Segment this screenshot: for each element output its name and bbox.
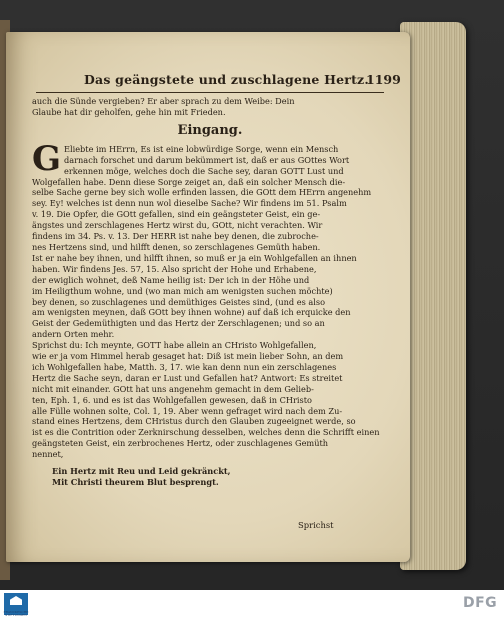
running-head: Das geängstete und zuschlagene Hertz. bbox=[84, 72, 369, 87]
text-line: haben. Wir findens Jes. 57, 15. Also spricht der Hohe und Erhabene, bbox=[32, 263, 317, 274]
text-line: ängstes und zerschlagenes Hertz wirst du, GOtt, nicht verachten. Wir bbox=[32, 220, 323, 231]
text-line: stand eines Hertzens, dem CHristus durch den Glauben zugeeignet werde, so bbox=[32, 416, 356, 427]
text-line: Glaube hat dir geholfen, gehe hin mit Frieden. bbox=[32, 106, 226, 117]
catchword: Sprichst bbox=[298, 520, 334, 530]
verse-line: Ein Hertz mit Reu und Leid gekränckt, bbox=[52, 466, 231, 477]
page-number: 1199 bbox=[366, 72, 401, 87]
text-line: Eliebte im HErrn, Es ist eine lobwürdige Sorge, wenn ein Mensch bbox=[64, 143, 339, 154]
book-page bbox=[6, 32, 410, 562]
text-line: Wolgefallen habe. Denn diese Sorge zeiget an, daß ein solcher Mensch die- bbox=[32, 176, 346, 187]
text-line: der ewiglich wohnet, deß Name heilig ist: Der ich in der Höhe und bbox=[32, 274, 310, 285]
text-line: sey. Ey! welches ist denn nun wol dieselbe Sache? Wir findens im 51. Psalm bbox=[32, 198, 347, 209]
text-line: v. 19. Die Opfer, die GOtt gefallen, sind ein geängsteter Geist, ein ge- bbox=[32, 209, 321, 220]
text-line: nicht mit einander. GOtt hat uns angenehm gemacht in dem Gelieb- bbox=[32, 383, 314, 394]
text-line: im Heiligthum wohne, und (wo man mich am wenigsten suchen möchte) bbox=[32, 285, 333, 296]
text-line: Hertz die Sache seyn, daran er Lust und Gefallen hat? Antwort: Es streitet bbox=[32, 372, 343, 383]
text-line: wie er ja vom Himmel herab gesaget hat: Diß ist mein lieber Sohn, an dem bbox=[32, 351, 344, 362]
viewer-footer bbox=[0, 590, 504, 617]
text-line: alle Fülle wohnen solte, Col. 1, 19. Aber wenn gefraget wird nach dem Zu- bbox=[32, 405, 343, 416]
text-line: am wenigsten meynen, daß GOtt bey ihnen wohne) auf daß ich erquicke den bbox=[32, 307, 351, 318]
text-line: Geist der Gedemüthigten und das Hertz der Zerschlagenen; und so an bbox=[32, 318, 325, 329]
text-line: Ist er nahe bey ihnen, und hilfft ihnen, so muß er ja ein Wohlgefallen an ihnen bbox=[32, 252, 357, 263]
page-text bbox=[32, 96, 388, 488]
text-line: ten, Eph. 1, 6. und es ist das Wohlgefallen gewesen, daß in CHristo bbox=[32, 394, 312, 405]
decorated-initial: G bbox=[32, 138, 62, 179]
header-rule bbox=[36, 92, 384, 93]
text-line: nes Hertzens sind, und hilfft denen, so zerschlagenes Gemüth haben. bbox=[32, 241, 321, 252]
text-line: erkennen möge, welches doch die Sache sey, daran GOTT Lust und bbox=[64, 165, 344, 176]
opening-paragraph bbox=[32, 138, 388, 179]
text-line: findens im 34. Ps. v. 13. Der HERR ist nahe bey denen, die zubroche- bbox=[32, 231, 319, 242]
text-line: auch die Sünde vergieben? Er aber sprach zu dem Weibe: Dein bbox=[32, 96, 295, 106]
dfg-logo[interactable]: DFG bbox=[463, 595, 498, 611]
text-line: ich Wohlgefallen habe, Matth. 3, 17. wie kan denn nun ein zerschlagenes bbox=[32, 361, 337, 372]
text-line: geängsteten Geist, ein zerbrochenes Hertz, oder zuschlagenes Gemüth bbox=[32, 438, 329, 449]
text-line: bey denen, so zuschlagenes und demüthiges Geistes sind, (und es also bbox=[32, 296, 326, 307]
text-line: Sprichst du: Ich meynte, GOTT habe allein an CHristo Wohlgefallen, bbox=[32, 340, 317, 351]
text-line: andern Orten mehr. bbox=[32, 329, 115, 340]
text-line: ist es die Contrition oder Zerknirschung desselben, welches denn die Schrifft einen bbox=[32, 427, 380, 438]
section-heading: Eingang. bbox=[177, 122, 243, 138]
text-line: nennet, bbox=[32, 449, 64, 460]
text-line: darnach forschet und darum bekümmert ist, daß er aus GOttes Wort bbox=[64, 154, 350, 165]
text-line: selbe Sache gerne bey sich wolle erfinden lassen, die GOtt dem HErrn angenehm bbox=[32, 187, 372, 198]
verse-line: Mit Christi theurem Blut besprengt. bbox=[52, 477, 219, 487]
institution-logo-label: FRANCKESCHE STIFTUNGEN bbox=[3, 610, 29, 617]
